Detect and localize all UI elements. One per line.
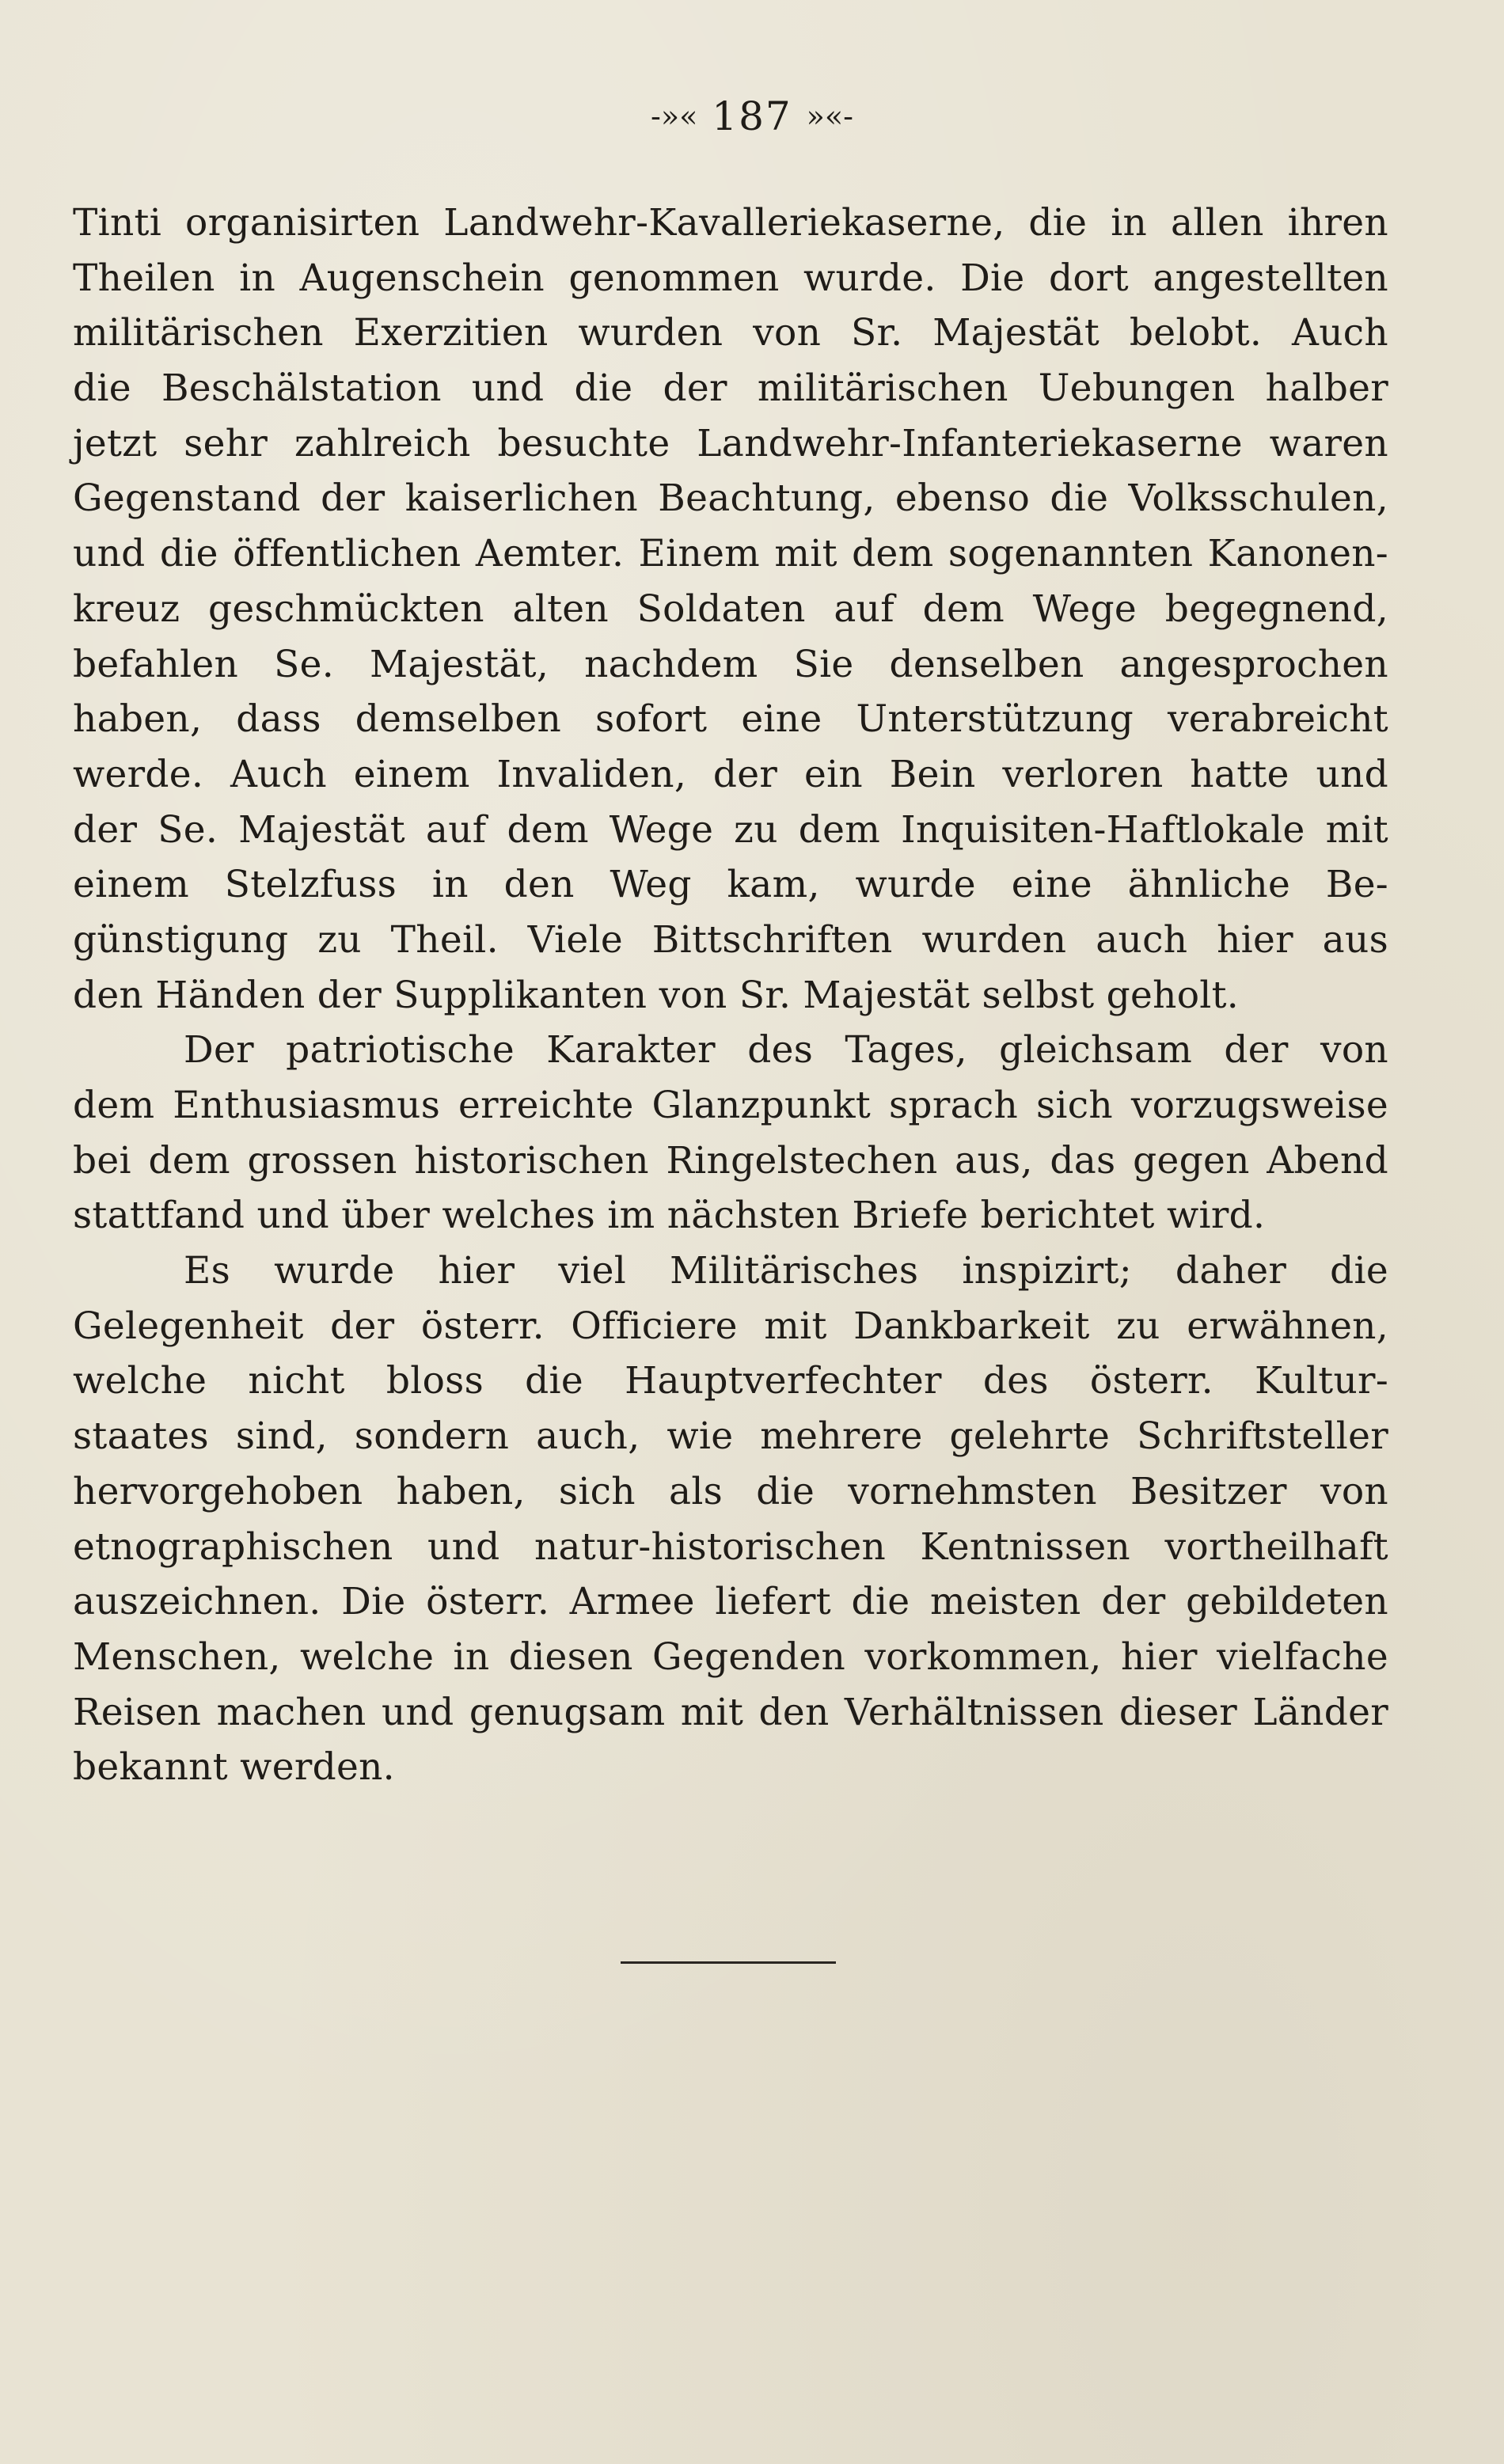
paragraph-1 [73, 196, 1388, 1023]
text-line: der Se. Majestät auf dem Wege zu dem Inquisiten-Haftlokale mit [73, 807, 1388, 852]
text-line: auszeichnen. Die österr. Armee liefert die meisten der gebildeten [73, 1580, 1388, 1624]
body-text [73, 196, 1388, 1795]
text-line: einem Stelzfuss in den Weg kam, wurde eine ähnliche Be- [73, 863, 1388, 907]
text-line: militärischen Exerzitien wurden von Sr. Majestät belobt. Auch [73, 311, 1388, 355]
text-line: Reisen machen und genugsam mit den Verhältnissen dieser Länder [73, 1690, 1388, 1734]
text-line: befahlen Se. Majestät, nachdem Sie denselben angesprochen [73, 642, 1388, 686]
text-line: etnographischen und natur-historischen Kentnissen vortheilhaft [73, 1524, 1388, 1569]
text-line: bei dem grossen historischen Ringelstechen aus, das gegen Abend [73, 1138, 1388, 1183]
ornament-left-icon: -»« [651, 99, 698, 134]
ornament-right-icon: »«- [806, 99, 853, 134]
text-line: bekannt werden. [73, 1745, 395, 1790]
end-rule-divider [621, 1961, 836, 1964]
text-line: Menschen, welche in diesen Gegenden vorkommen, hier vielfache [73, 1634, 1388, 1679]
text-line: den Händen der Supplikanten von Sr. Majestät selbst geholt. [73, 973, 1240, 1017]
page-number: 187 [712, 93, 792, 139]
text-line: jetzt sehr zahlreich besuchte Landwehr-Infanteriekaserne waren [73, 421, 1388, 465]
text-line: und die öffentlichen Aemter. Einem mit dem sogenannten Kanonen- [73, 532, 1388, 576]
text-line: Gegenstand der kaiserlichen Beachtung, ebenso die Volksschulen, [73, 476, 1388, 521]
text-line: kreuz geschmückten alten Soldaten auf dem Wege begegnend, [73, 587, 1388, 631]
text-line: Es wurde hier viel Militärisches inspizirt; daher die [184, 1249, 1388, 1293]
text-line: stattfand und über welches im nächsten Briefe berichtet wird. [73, 1194, 1266, 1238]
text-line: Der patriotische Karakter des Tages, gleichsam der von [184, 1028, 1388, 1073]
text-line: werde. Auch einem Invaliden, der ein Bein verloren hatte und [73, 752, 1388, 796]
text-line: Tinti organisirten Landwehr-Kavalleriekaserne, die in allen ihren [73, 201, 1388, 245]
text-line: die Beschälstation und die der militärischen Uebungen halber [73, 366, 1388, 411]
text-line: Gelegenheit der österr. Officiere mit Dankbarkeit zu erwähnen, [73, 1304, 1388, 1348]
text-line: staates sind, sondern auch, wie mehrere gelehrte Schriftsteller [73, 1414, 1388, 1459]
text-line: Theilen in Augenschein genommen wurde. Die dort angestellten [73, 256, 1388, 300]
text-line: dem Enthusiasmus erreichte Glanzpunkt sprach sich vorzugsweise [73, 1084, 1388, 1127]
page-header [0, 93, 1504, 139]
text-line: günstigung zu Theil. Viele Bittschriften wurden auch hier aus [73, 917, 1388, 962]
text-line: welche nicht bloss die Hauptverfechter des österr. Kultur- [73, 1359, 1388, 1403]
paragraph-2 [73, 1023, 1388, 1243]
text-line: hervorgehoben haben, sich als die vornehmsten Besitzer von [73, 1469, 1388, 1513]
text-line: haben, dass demselben sofort eine Unterstützung verabreicht [73, 697, 1388, 742]
paragraph-3 [73, 1243, 1388, 1795]
